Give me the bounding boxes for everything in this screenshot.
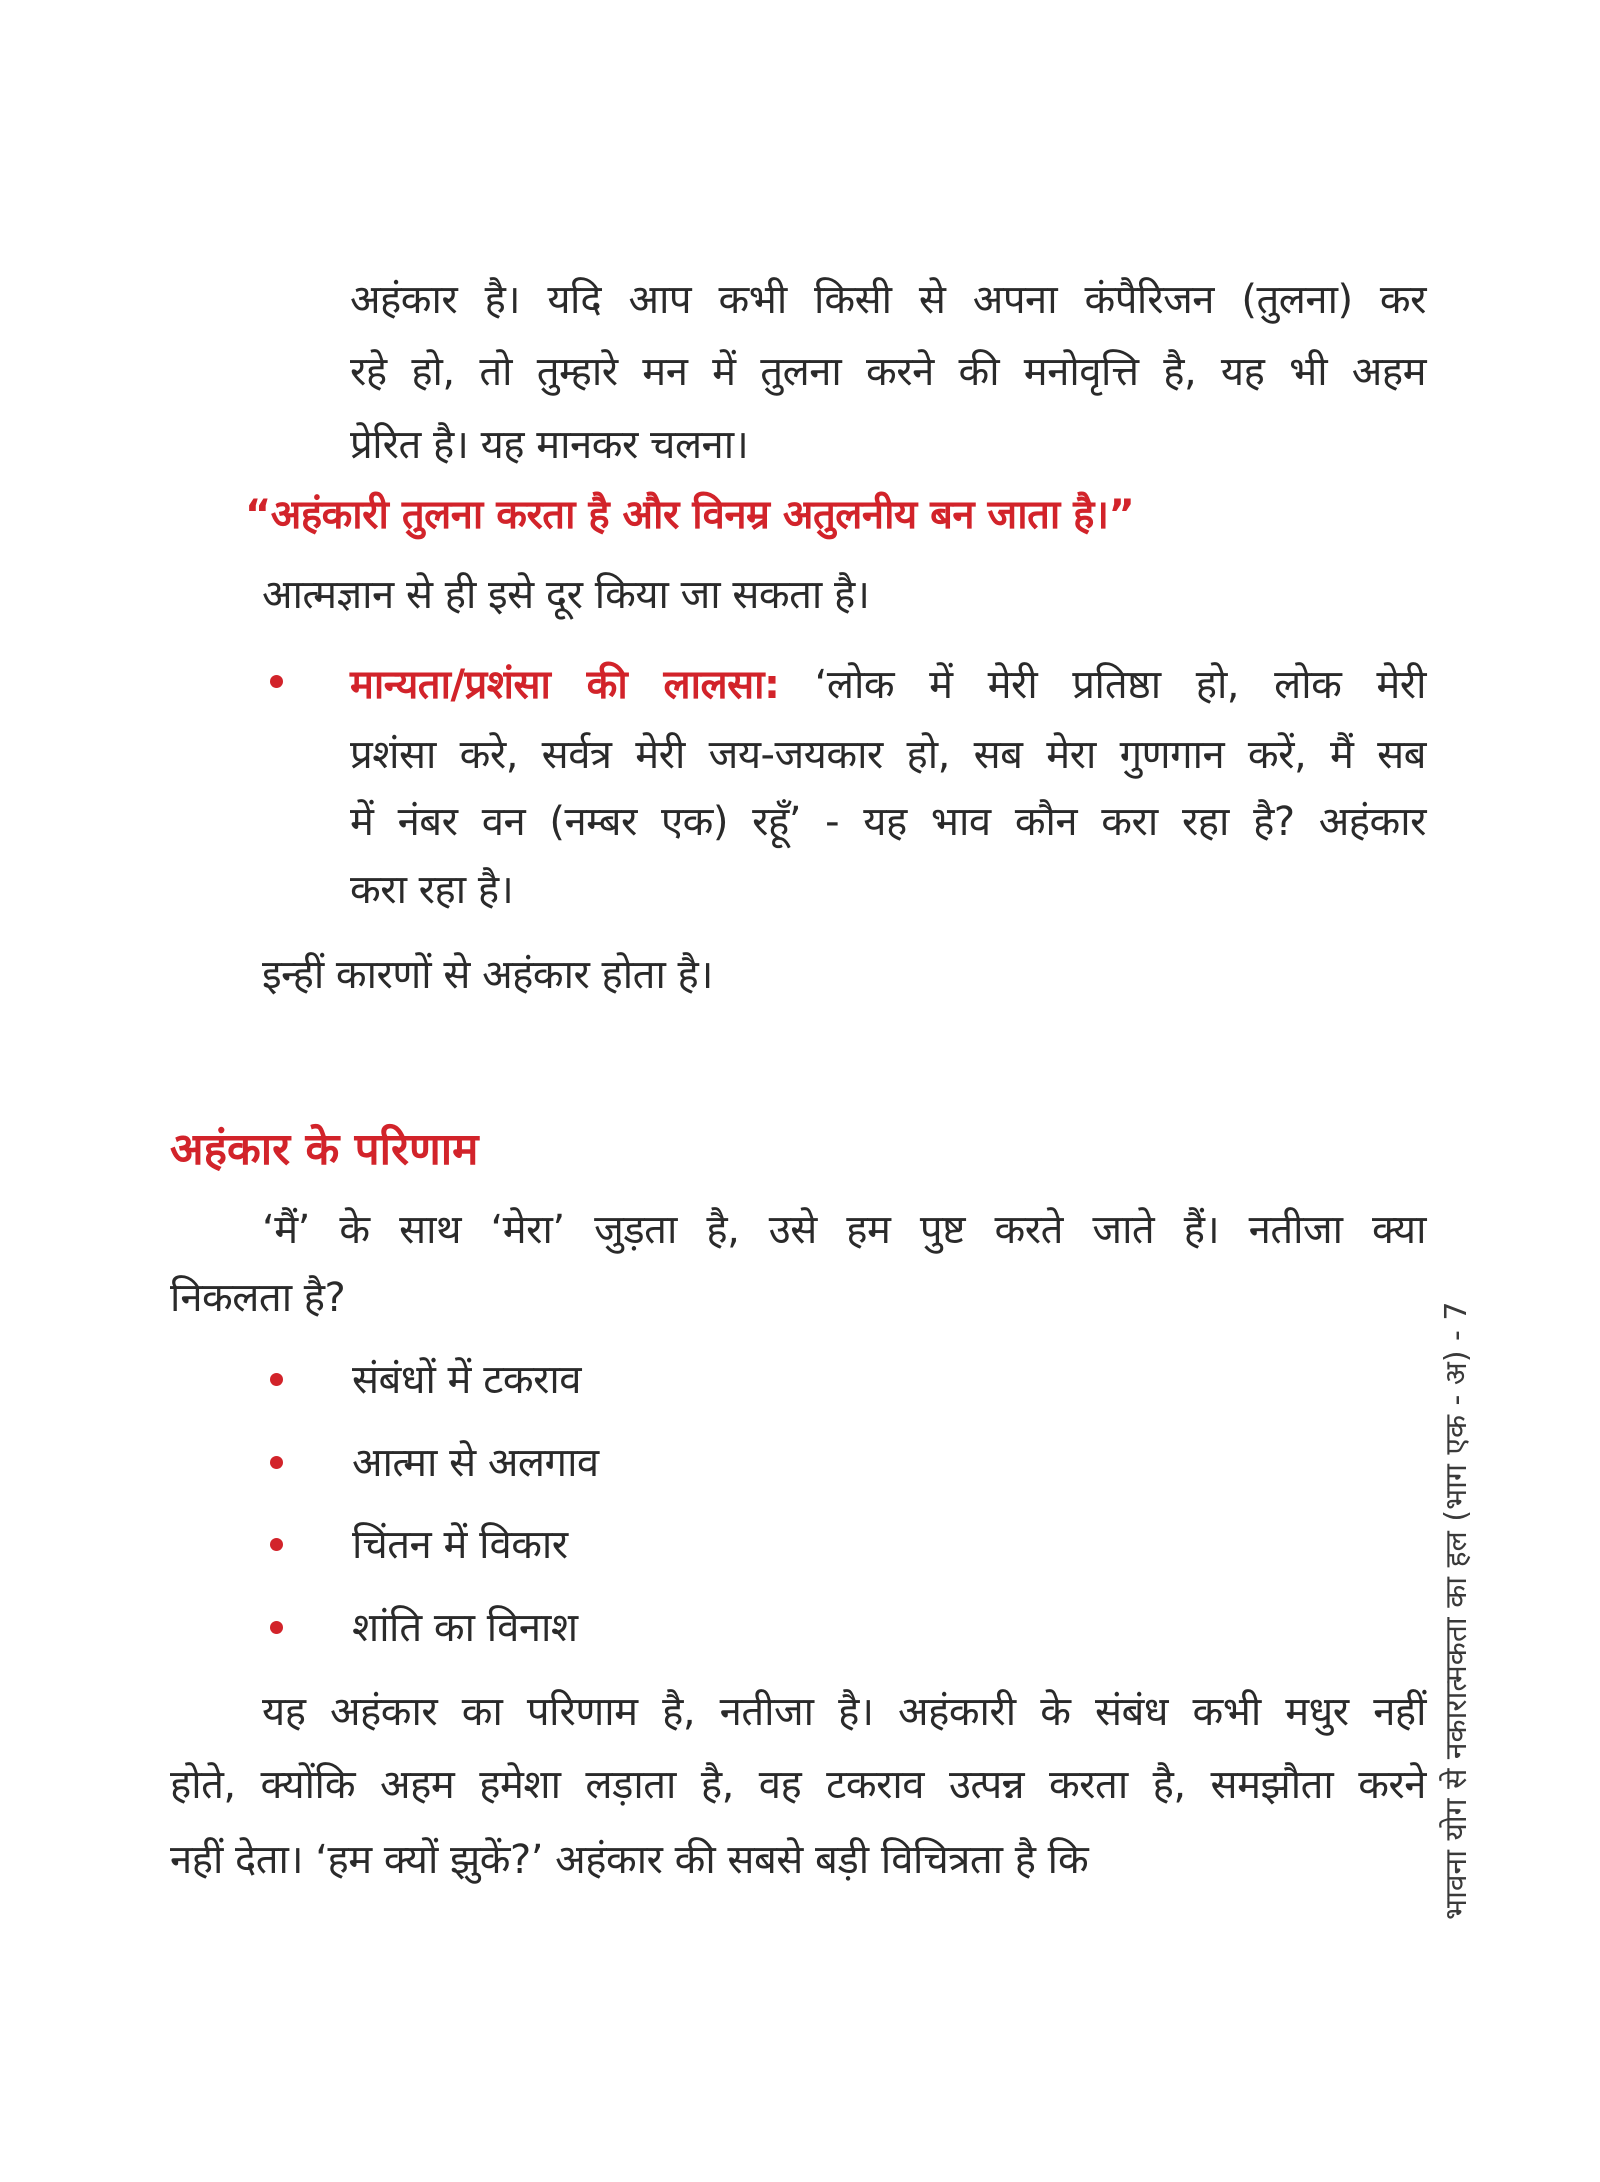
self-knowledge-line: आत्मज्ञान से ही इसे दूर किया जा सकता है। [262,572,870,618]
highlighted-quote: “अहंकारी तुलना करता है और विनम्र अतुलनीय बन जाता है।” [245,492,1135,538]
bullet-recognition-line-2: प्रशंसा करे, सर्वत्र मेरी जय-जयकार हो, सब मेरा गुणगान करें, मैं सब [350,732,1426,778]
section-heading: अहंकार के परिणाम [170,1124,479,1175]
consequence-item: चिंतन में विकार [352,1522,568,1568]
consequence-item: शांति का विनाश [352,1605,578,1651]
closing-line-1: यह अहंकार का परिणाम है, नतीजा है। अहंकारी के संबंध कभी मधुर नहीं [262,1689,1426,1735]
bullet-recognition-line-1 [350,655,1426,715]
continuation-line-2: रहे हो, तो तुम्हारे मन में तुलना करने की मनोवृत्ति है, यह भी अहम [350,349,1426,395]
bullet-dot [270,1621,283,1634]
bullet-dot [270,1538,283,1551]
intro-line-1: ‘मैं’ के साथ ‘मेरा’ जुड़ता है, उसे हम पुष्ट करते जाते हैं। नतीजा क्या [262,1207,1426,1253]
closing-line-3: नहीं देता। ‘हम क्यों झुकें?’ अहंकार की सबसे बड़ी विचित्रता है कि [170,1837,1089,1883]
bullet-dot [270,1456,283,1469]
running-footer-page-number: भावना योग से नकारात्मकता का हल (भाग एक - अ) - 7 [1439,1301,1474,1920]
continuation-line-3: प्रेरित है। यह मानकर चलना। [350,422,749,468]
consequence-item: आत्मा से अलगाव [352,1440,599,1486]
bullet-recognition-label: मान्यता/प्रशंसा की लालसा: [350,662,780,708]
closing-line-2: होते, क्योंकि अहम हमेशा लड़ाता है, वह टकराव उत्पन्न करता है, समझौता करने [170,1762,1426,1808]
bullet-dot [270,1373,283,1386]
bullet-recognition-line-3: में नंबर वन (नम्बर एक) रहूँ’ - यह भाव कौन करा रहा है? अहंकार [350,799,1426,845]
continuation-line-1: अहंकार है। यदि आप कभी किसी से अपना कंपैरिजन (तुलना) कर [350,277,1426,323]
intro-line-2: निकलता है? [170,1275,346,1321]
bullet-recognition-line-4: करा रहा है। [350,867,514,913]
consequence-item: संबंधों में टकराव [352,1357,582,1403]
bullet-recognition-text-1: ‘लोक में मेरी प्रतिष्ठा हो, लोक मेरी [814,662,1426,708]
bullet-dot [270,675,283,688]
reasons-summary: इन्हीं कारणों से अहंकार होता है। [262,952,713,998]
